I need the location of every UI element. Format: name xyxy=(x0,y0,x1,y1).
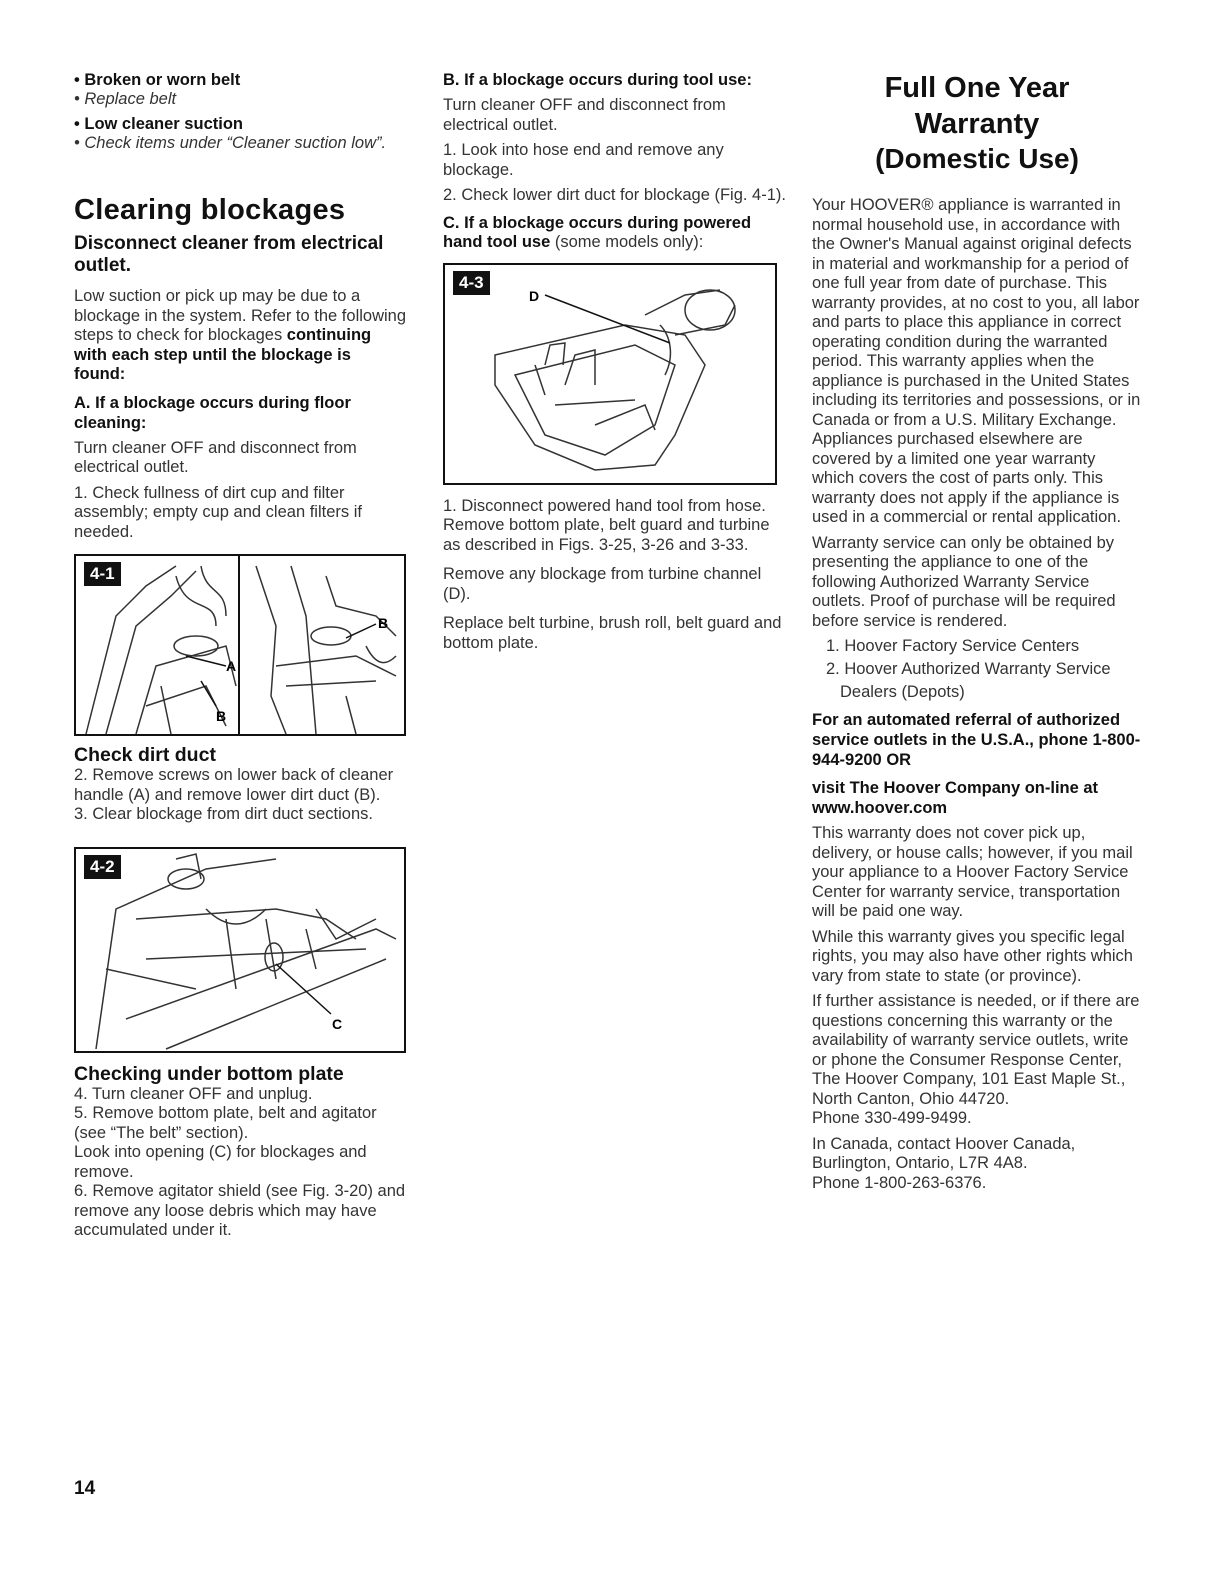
service-list-item: 2. Hoover Authorized Warranty Service Dealers (Depots) xyxy=(826,660,1111,701)
bullet-broken-belt: • Broken or worn belt xyxy=(74,71,241,89)
plate-step-6: 6. Remove agitator shield (see Fig. 3-20) and remove any loose debris which may have accumulated under it. xyxy=(74,1182,406,1239)
heading-c-bold: C. If a blockage occurs during powered hand tool use xyxy=(443,213,752,251)
fig1-label-b: B xyxy=(216,708,227,724)
fig1-label-b2: B xyxy=(378,615,389,631)
b-text: Turn cleaner OFF and disconnect from electrical outlet. xyxy=(443,96,726,134)
warranty-para-6: In Canada, contact Hoover Canada, Burlington, Ontario, L7R 4A8. xyxy=(812,1134,1076,1172)
referral-bold: For an automated referral of authorized service outlets in the U.S.A., phone 1-800-944-9200 OR xyxy=(812,711,1141,769)
middle-column xyxy=(443,70,788,653)
warranty-phone-us: Phone 330-499-9499. xyxy=(812,1109,972,1127)
b-step-2: 2. Check lower dirt duct for blockage (Fig. 4-1). xyxy=(443,186,786,204)
figure-4-1-illustration xyxy=(76,556,404,734)
page-number: 14 xyxy=(74,1478,96,1499)
fig1-label-a: A xyxy=(226,658,237,674)
dirt-duct-step-3: 3. Clear blockage from dirt duct sections. xyxy=(74,805,373,823)
service-list xyxy=(812,635,1142,704)
warranty-subtitle: (Domestic Use) xyxy=(875,143,1079,174)
section-subtitle: Disconnect cleaner from electrical outlet. xyxy=(74,233,384,276)
dirt-duct-step-2: 2. Remove screws on lower back of cleaner handle (A) and remove lower dirt duct (B). xyxy=(74,766,394,804)
dirt-duct-title: Check dirt duct xyxy=(74,744,216,766)
warranty-phone-canada: Phone 1-800-263-6376. xyxy=(812,1173,987,1192)
figure-4-2 xyxy=(74,847,406,1053)
figure-4-1 xyxy=(74,554,406,736)
plate-step-4: 4. Turn cleaner OFF and unplug. xyxy=(74,1084,313,1103)
section-title: Clearing blockages xyxy=(74,194,346,226)
figure-4-2-illustration xyxy=(76,849,404,1051)
c-remove: Remove any blockage from turbine channel (D). xyxy=(443,565,762,603)
intro-bold: continuing with each step until the blockage is found: xyxy=(74,326,372,383)
fig2-label-c: C xyxy=(332,1015,343,1032)
fig3-tag: 4-3 xyxy=(453,271,490,295)
c-step-1: 1. Disconnect powered hand tool from hose. Remove bottom plate, belt guard and turbine as described in Figs. 3-25, 3-26 and 3-33. xyxy=(443,496,770,554)
website-bold: visit The Hoover Company on-line at www.hoover.com xyxy=(812,779,1099,817)
bullet-replace-belt: • Replace belt xyxy=(74,90,177,108)
plate-step-5: 5. Remove bottom plate, belt and agitator (see “The belt” section). xyxy=(74,1104,377,1142)
bullet-check-items: • Check items under “Cleaner suction low”. xyxy=(74,133,387,152)
plate-title: Checking under bottom plate xyxy=(74,1062,344,1085)
warranty-title-line1: Full One Year xyxy=(884,72,1070,104)
warranty-para-1: Your HOOVER® appliance is warranted in normal household use, in accordance with the Owner's Manual against original defects in material and workmanship for a period of one full year from date of purchase. This warranty provides, at no cost to you, all labor and parts to place this appliance in correct operating condition during the warranted period. This warranty applies when the appliance is purchased in the United States including its territories and possessions, or in Canada or from a U.S. Military Exchange. Appliances purchased elsewhere are covered by a limited one year warranty which covers the cost of parts only. This warranty does not apply if the appliance is used in a commercial or rental application. xyxy=(812,196,1141,526)
warranty-para-5: If further assistance is needed, or if there are questions concerning this warranty or the availability of warranty service outlets, write or phone the Consumer Response Center, The Hoover Company, 101 East Maple St., North Canton, Ohio 44720. xyxy=(812,992,1140,1108)
plate-look: Look into opening (C) for blockages and remove. xyxy=(74,1143,367,1181)
warranty-para-2: Warranty service can only be obtained by presenting the appliance to one of the following Authorized Warranty Service outlets. Proof of purchase will be required before service is rendered. xyxy=(812,533,1116,630)
figure-4-3 xyxy=(443,263,777,485)
fig3-label-d: D xyxy=(529,287,540,304)
heading-c xyxy=(443,214,788,253)
heading-c-rest: (some models only): xyxy=(550,233,704,251)
warranty-title-line2: Warranty xyxy=(914,108,1040,140)
c-replace: Replace belt turbine, brush roll, belt guard and bottom plate. xyxy=(443,614,782,652)
a-step-1: 1. Check fullness of dirt cup and filter assembly; empty cup and clean filters if needed. xyxy=(74,483,362,541)
warranty-para-4: While this warranty gives you specific legal rights, you may also have other rights which vary from state to state (or province). xyxy=(812,927,1133,985)
heading-a: A. If a blockage occurs during floor cleaning: xyxy=(74,393,351,432)
a-text: Turn cleaner OFF and disconnect from electrical outlet. xyxy=(74,438,357,476)
b-step-1: 1. Look into hose end and remove any blockage. xyxy=(443,141,724,179)
warranty-para-3: This warranty does not cover pick up, delivery, or house calls; however, if you mail your appliance to a Hoover Factory Service Center for warranty service, transportation will be paid one way. xyxy=(812,824,1133,920)
heading-b: B. If a blockage occurs during tool use: xyxy=(443,71,752,89)
intro-text xyxy=(74,287,406,385)
service-list-item: 1. Hoover Factory Service Centers xyxy=(826,637,1080,655)
bullet-low-suction: • Low cleaner suction xyxy=(74,114,243,133)
fig1-tag: 4-1 xyxy=(84,562,121,586)
right-column xyxy=(812,70,1142,1193)
fig2-tag: 4-2 xyxy=(84,855,121,879)
left-column xyxy=(74,70,406,1241)
intro-plain: Low suction or pick up may be due to a blockage in the system. Refer to the following steps to check for blockages xyxy=(74,287,407,344)
figure-4-3-illustration xyxy=(445,265,775,483)
